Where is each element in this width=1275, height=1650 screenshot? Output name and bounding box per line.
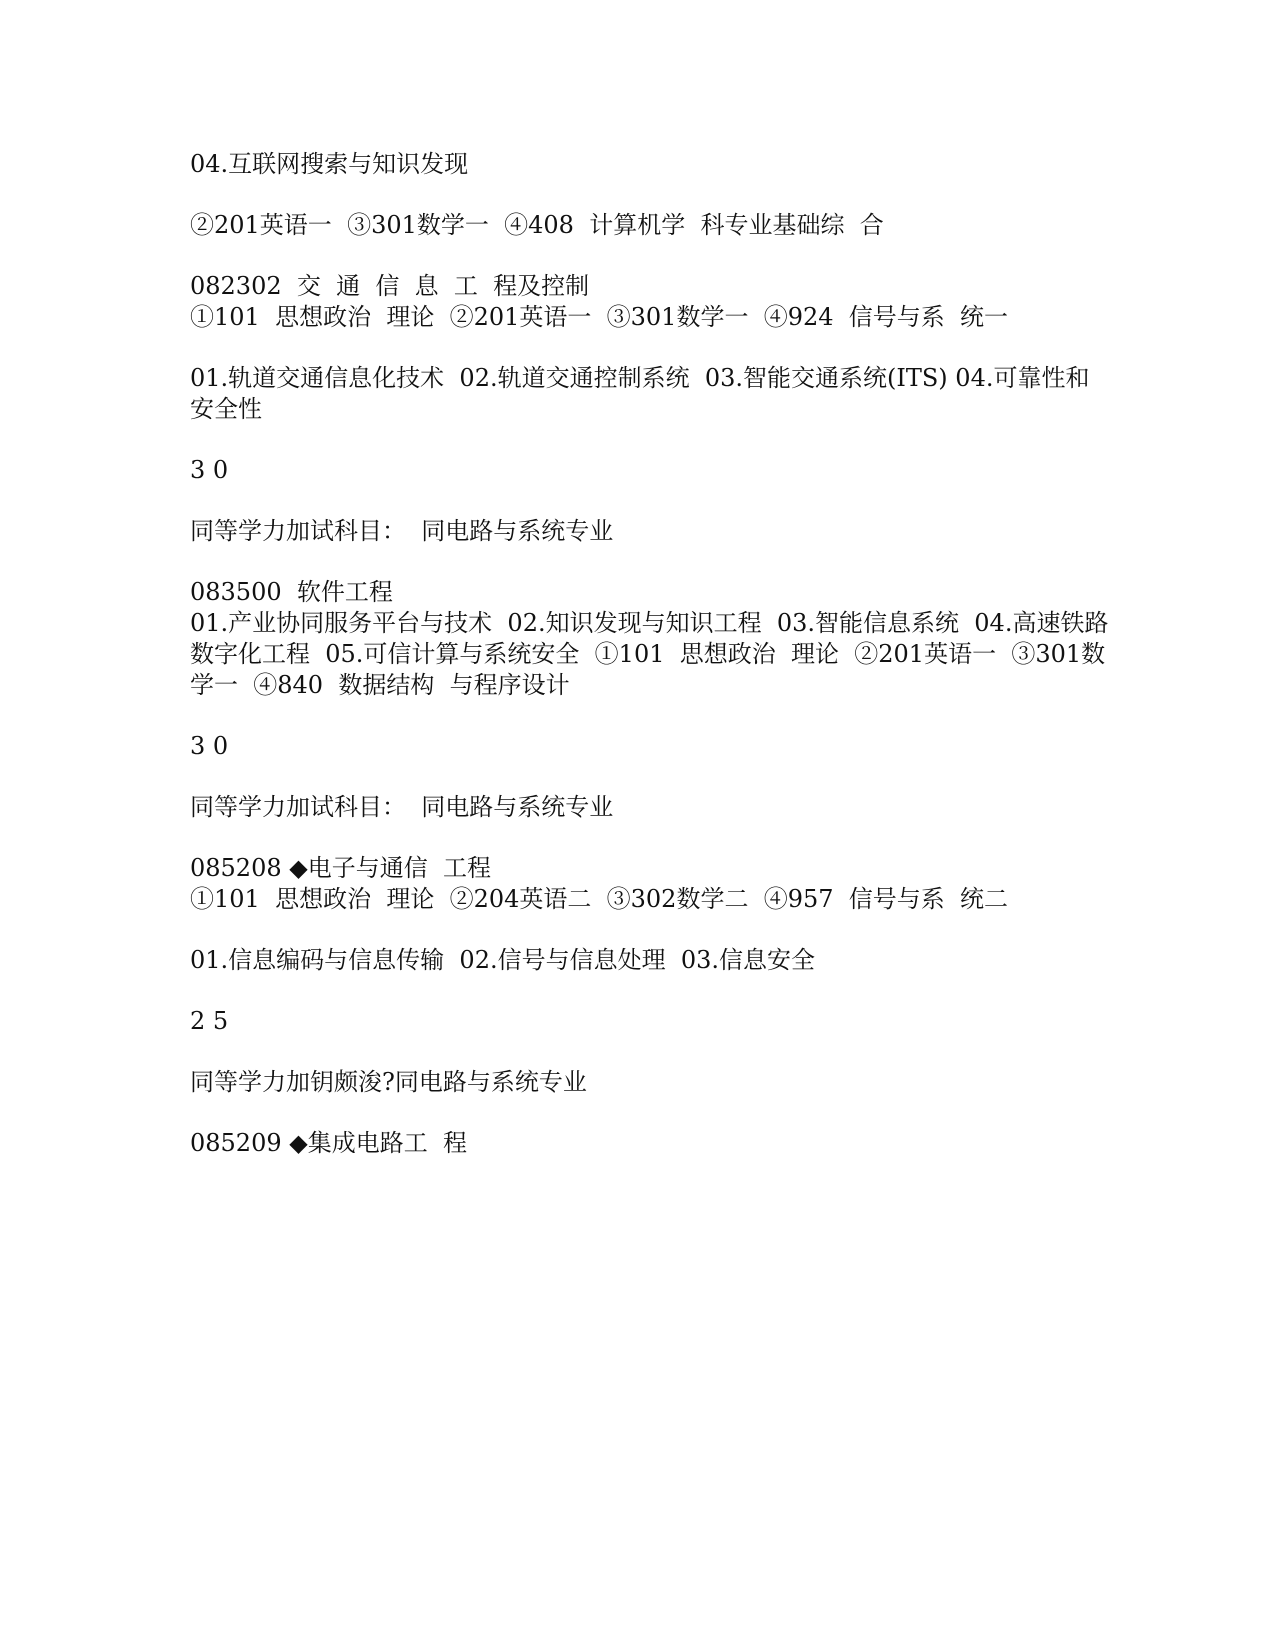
major-heading: 085208 ◆电子与通信 工程 [190, 854, 491, 882]
document-body [190, 149, 1110, 1159]
extra-exam-note: 同等学力加试科目： 同电路与系统专业 [190, 517, 614, 545]
major-heading: 083500 软件工程 [190, 578, 393, 606]
extra-exam-note: 同等学力加钥颇浚?同电路与系统专业 [190, 1068, 587, 1096]
enrollment-count: 3 0 [190, 732, 229, 760]
major-heading: 085209 ◆集成电路工 程 [190, 1129, 467, 1157]
research-directions-paragraph: 01.产业协同服务平台与技术 02.知识发现与知识工程 03.智能信息系统 04.高速铁路数字化工程 05.可信计算与系统安全 ①101 思想政治 理论 ②201英语一 ③301数学一 ④840 数据结构 与程序设计 [190, 609, 1109, 699]
exam-subjects-line: ①101 思想政治 理论 ②204英语二 ③302数学二 ④957 信号与系 统二 [190, 885, 1009, 913]
exam-subjects-line: ②201英语一 ③301数学一 ④408 计算机学 科专业基础综 合 [190, 211, 884, 239]
enrollment-count: 3 0 [190, 456, 229, 484]
research-direction-line: 04.互联网搜索与知识发现 [190, 150, 469, 178]
research-directions-paragraph: 01.轨道交通信息化技术 02.轨道交通控制系统 03.智能交通系统(ITS) 04.可靠性和安全性 [190, 364, 1090, 423]
exam-subjects-line: ①101 思想政治 理论 ②201英语一 ③301数学一 ④924 信号与系 统一 [190, 303, 1009, 331]
extra-exam-note: 同等学力加试科目： 同电路与系统专业 [190, 793, 614, 821]
enrollment-count: 2 5 [190, 1007, 229, 1035]
research-directions-paragraph: 01.信息编码与信息传输 02.信号与信息处理 03.信息安全 [190, 946, 816, 974]
major-heading: 082302 交 通 信 息 工 程及控制 [190, 272, 590, 300]
